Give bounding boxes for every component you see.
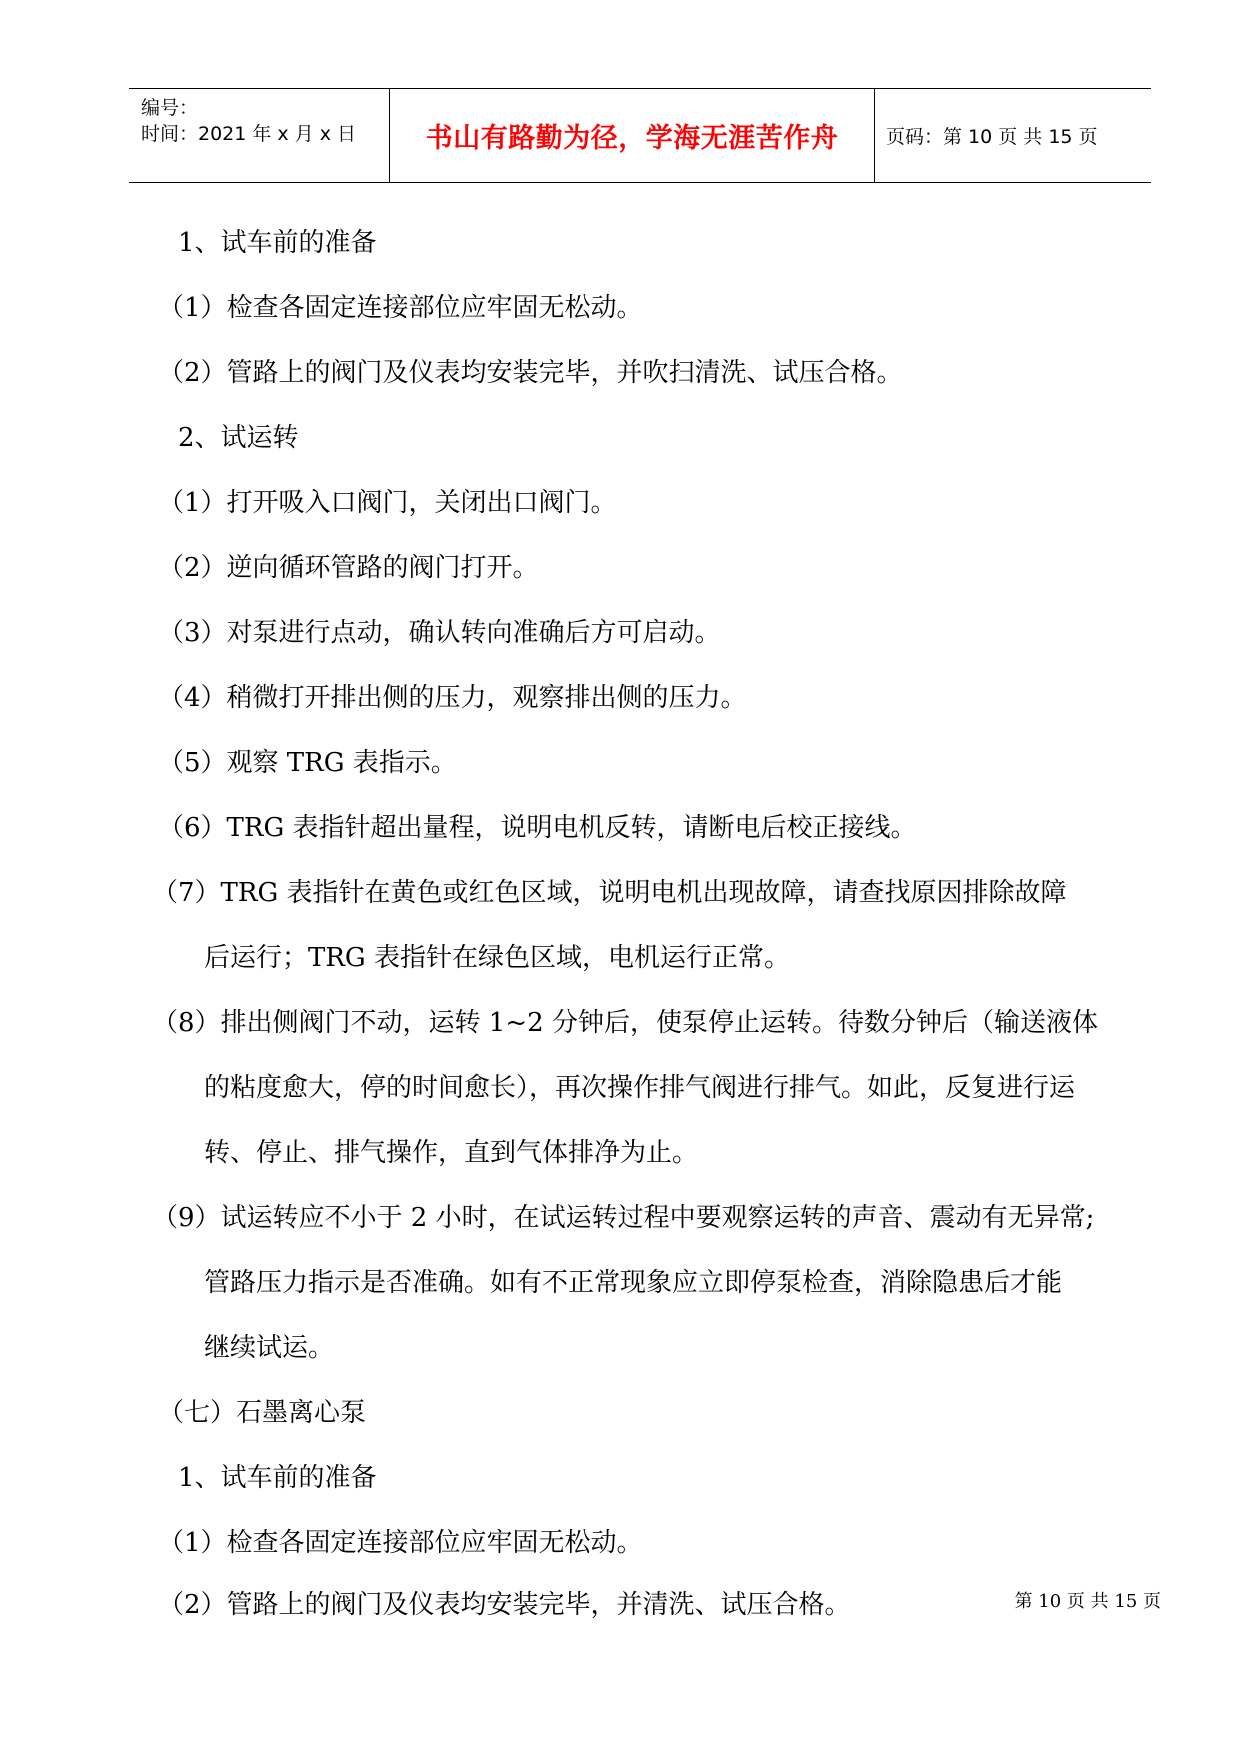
section-heading: 1、试车前的准备 [178,228,377,258]
body-line: （8）排出侧阀门不动，运转 1~2 分钟后，使泵停止运转。待数分钟后（输送液体 [152,1008,1098,1038]
body-line: （2）逆向循环管路的阀门打开。 [158,553,539,583]
body-line: （4）稍微打开排出侧的压力，观察排出侧的压力。 [158,683,747,713]
body-line: （2）管路上的阀门及仪表均安装完毕，并清洗、试压合格。 [158,1590,851,1620]
body-line: （6）TRG 表指针超出量程，说明电机反转，请断电后校正接线。 [158,813,917,843]
document-number-label: 编号： [141,97,199,119]
document-header [129,88,1151,183]
body-line: （1）检查各固定连接部位应牢固无松动。 [158,293,643,323]
body-line: （1）打开吸入口阀门，关闭出口阀门。 [158,488,617,518]
page-footer: 第 10 页 共 15 页 [1014,1591,1161,1612]
body-line: （2）管路上的阀门及仪表均安装完毕，并吹扫清洗、试压合格。 [158,358,903,388]
body-line: （1）检查各固定连接部位应牢固无松动。 [158,1528,643,1558]
body-line: （3）对泵进行点动，确认转向准确后方可启动。 [158,618,721,648]
header-motto-cell [389,89,875,182]
header-page-cell [874,89,1151,182]
body-line-continued: 转、停止、排气操作，直到气体排净为止。 [204,1138,699,1168]
body-line-continued: 继续试运。 [204,1333,335,1363]
body-line-continued: 管路压力指示是否准确。如有不正常现象应立即停泵检查，消除隐患后才能 [204,1268,1063,1298]
body-line: （9）试运转应不小于 2 小时，在试运转过程中要观察运转的声音、震动有无异常; [152,1203,1095,1233]
document-time-label: 时间：2021 年 x 月 x 日 [141,123,357,145]
body-line-continued: 的粘度愈大，停的时间愈长），再次操作排气阀进行排气。如此，反复进行运 [204,1073,1076,1103]
section-heading: （七）石墨离心泵 [158,1398,367,1428]
header-meta-cell [129,89,389,182]
header-motto: 书山有路勤为径，学海无涯苦作舟 [425,123,839,154]
body-line-continued: 后运行；TRG 表指针在绿色区域，电机运行正常。 [204,943,790,973]
section-heading: 1、试车前的准备 [178,1463,377,1493]
body-line: （7）TRG 表指针在黄色或红色区域，说明电机出现故障，请查找原因排除故障 [152,878,1067,908]
body-line: （5）观察 TRG 表指示。 [158,748,457,778]
section-heading: 2、试运转 [178,423,299,453]
header-page-info: 页码：第 10 页 共 15 页 [886,126,1098,148]
